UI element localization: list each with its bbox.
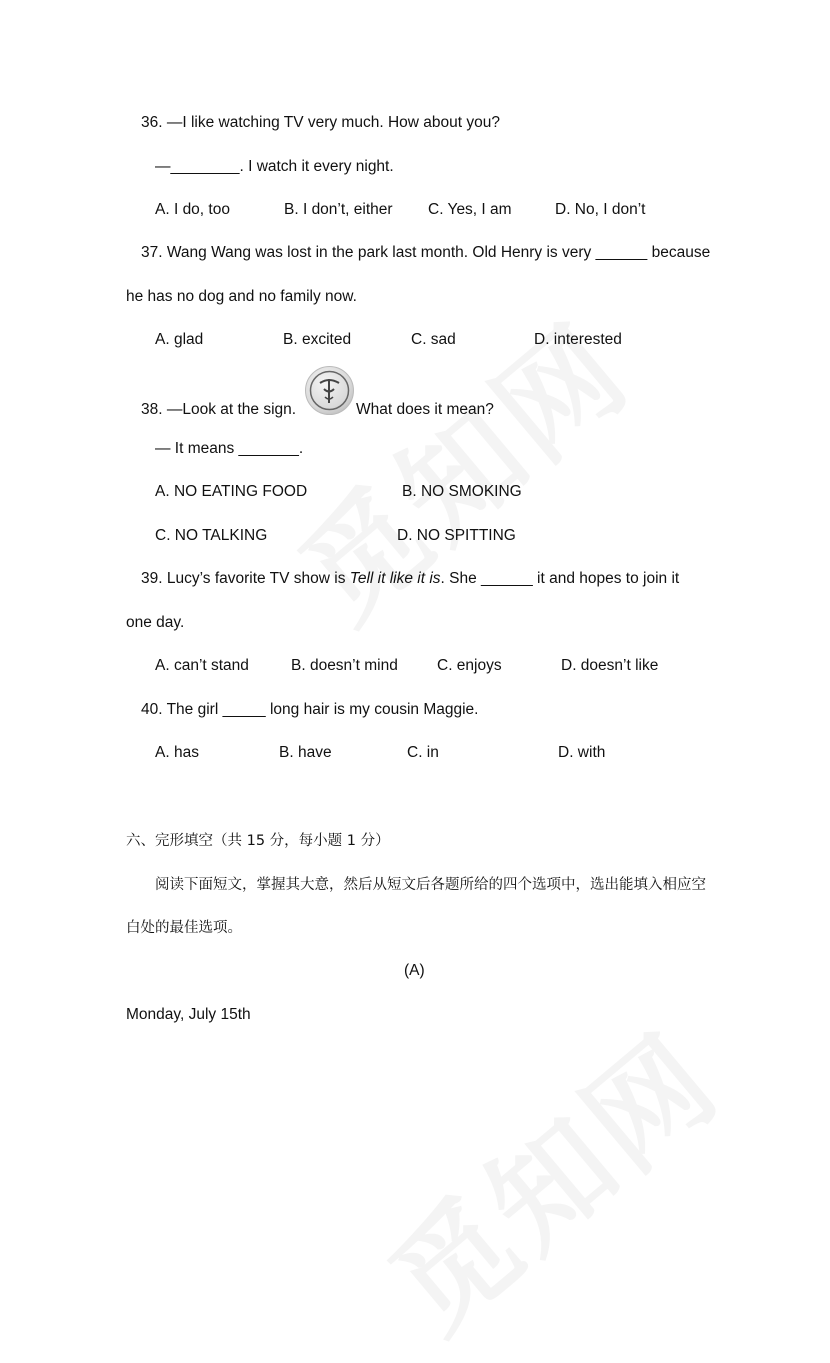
q38-stem-part2: What does it mean? xyxy=(356,401,494,418)
q39-show-title: Tell it like it is xyxy=(349,570,441,587)
q39-stem-cont: one day. xyxy=(126,614,185,631)
no-spitting-sign-icon xyxy=(305,366,354,415)
section-instruction-line1: 阅读下面短文，掌握其大意，然后从短文后各题所给的四个选项中，选出能填入相应空 xyxy=(155,877,706,893)
q37-stem-cont: he has no dog and no family now. xyxy=(126,288,357,305)
q37-option-c: C. sad xyxy=(411,331,456,348)
sign-symbol-icon xyxy=(306,367,353,414)
q36-option-c: C. Yes, I am xyxy=(428,201,512,218)
q36-option-a: A. I do, too xyxy=(155,201,230,218)
q38-reply: — It means _______. xyxy=(155,440,304,457)
q37-stem: 37. Wang Wang was lost in the park last month. Old Henry is very ______ because xyxy=(141,244,711,261)
q39-option-a: A. can’t stand xyxy=(155,657,249,674)
q39-stem-part2: . She ______ it and hopes to join it xyxy=(440,570,680,587)
q40-option-c: C. in xyxy=(407,744,439,761)
passage-date-line: Monday, July 15th xyxy=(126,1006,251,1023)
passage-label: (A) xyxy=(404,962,425,979)
q39-stem-part1: 39. Lucy’s favorite TV show is xyxy=(141,570,350,587)
q39-stem xyxy=(141,569,679,589)
q37-option-b: B. excited xyxy=(283,331,352,348)
section-heading: 六、完形填空（共 15 分，每小题 1 分） xyxy=(126,833,390,849)
q39-option-c: C. enjoys xyxy=(437,657,502,674)
q38-option-d: D. NO SPITTING xyxy=(397,527,516,544)
q36-stem: 36. —I like watching TV very much. How about you? xyxy=(141,114,500,131)
q38-option-b: B. NO SMOKING xyxy=(402,483,522,500)
q37-option-a: A. glad xyxy=(155,331,204,348)
q40-stem: 40. The girl _____ long hair is my cousin Maggie. xyxy=(141,701,479,718)
q39-option-b: B. doesn’t mind xyxy=(291,657,398,674)
q36-reply: —________. I watch it every night. xyxy=(155,158,394,175)
q40-option-d: D. with xyxy=(558,744,606,761)
q40-option-b: B. have xyxy=(279,744,332,761)
q38-option-a: A. NO EATING FOOD xyxy=(155,483,308,500)
q36-option-b: B. I don’t, either xyxy=(284,201,393,218)
q36-option-d: D. No, I don’t xyxy=(555,201,646,218)
q38-option-c: C. NO TALKING xyxy=(155,527,268,544)
q38-stem-part1: 38. —Look at the sign. xyxy=(141,401,297,418)
q39-option-d: D. doesn’t like xyxy=(561,657,659,674)
q37-option-d: D. interested xyxy=(534,331,622,348)
q40-option-a: A. has xyxy=(155,744,199,761)
watermark-bottom xyxy=(349,989,749,1363)
section-instruction-line2: 白处的最佳选项。 xyxy=(126,920,242,936)
